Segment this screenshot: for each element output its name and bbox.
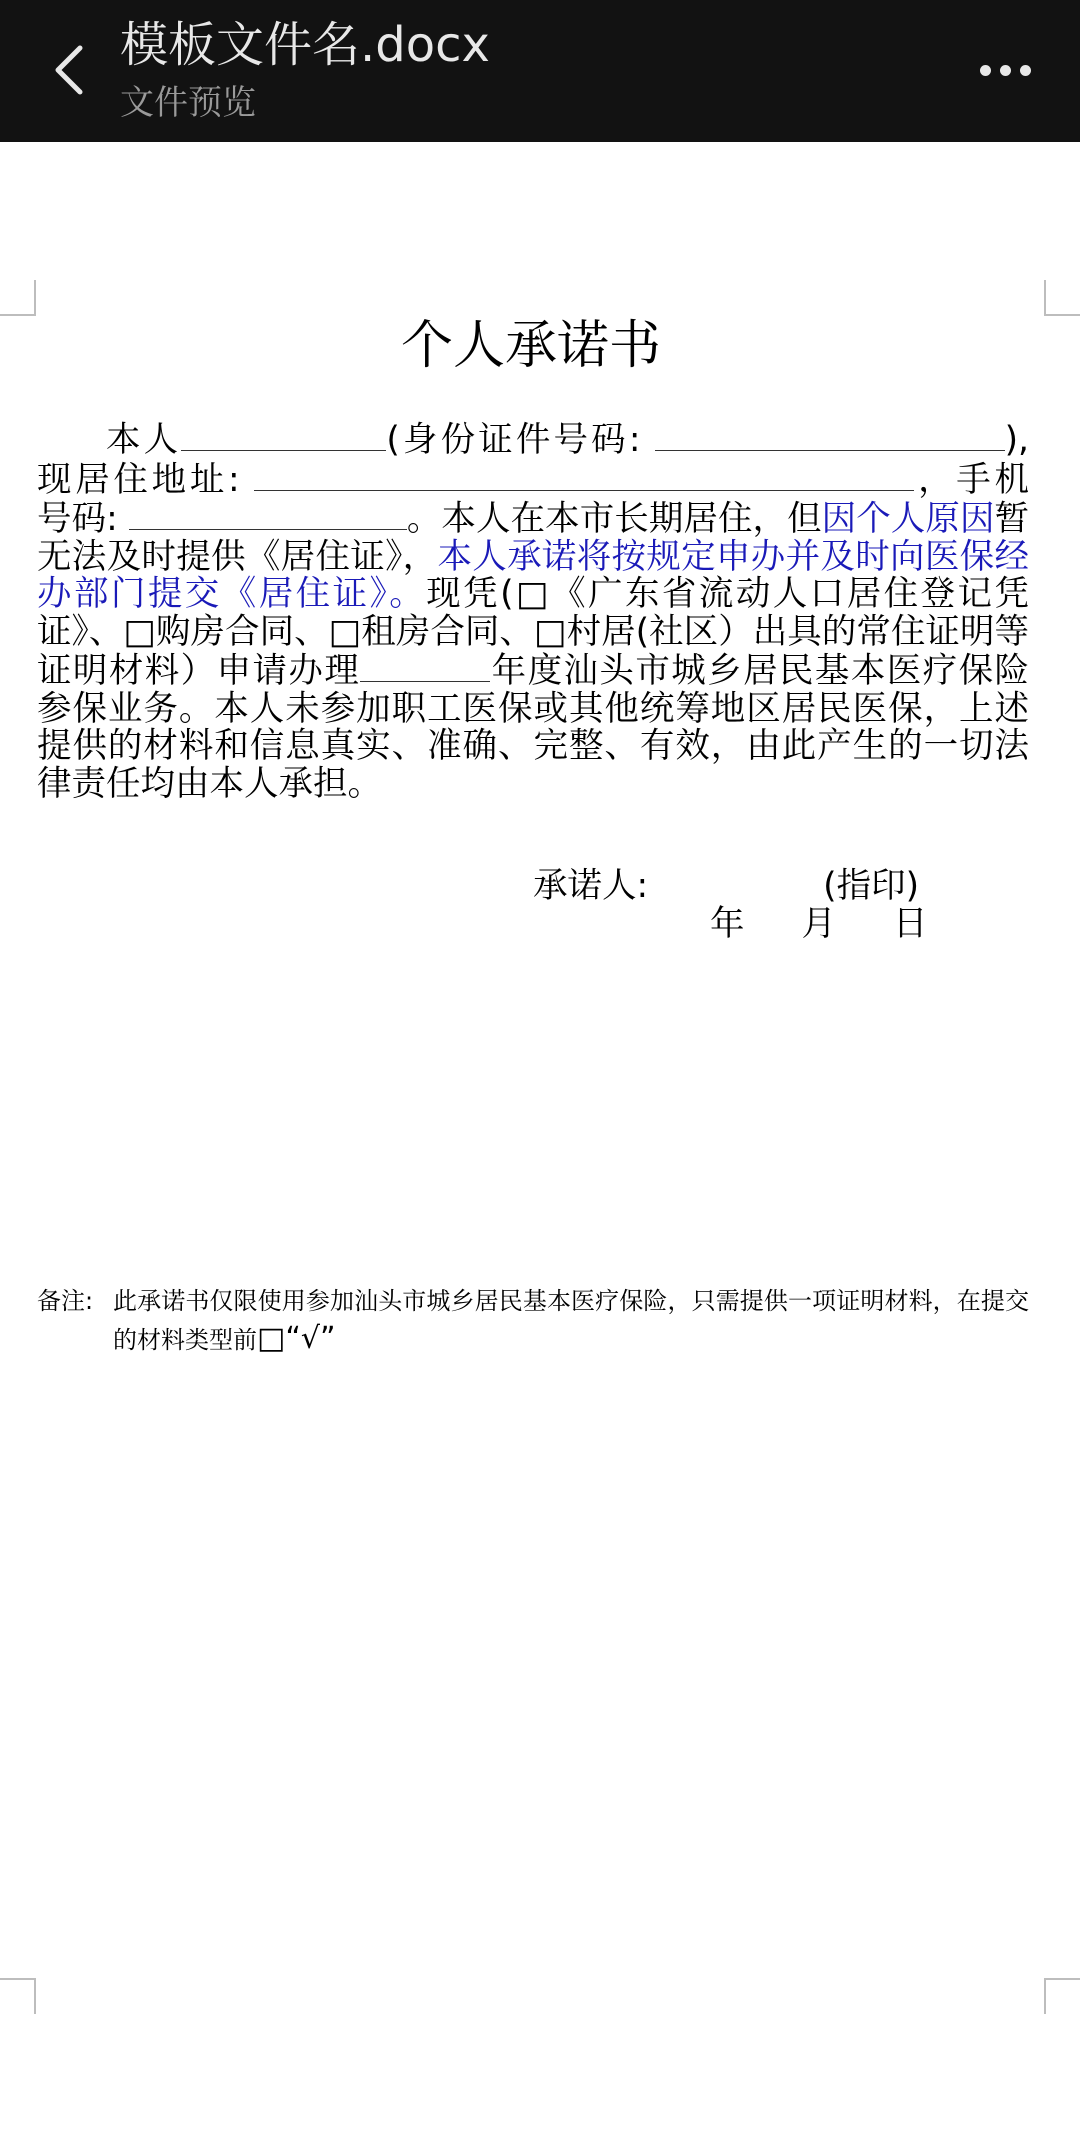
name-blank-line [181,420,386,451]
more-options-button[interactable] [970,40,1040,100]
id-number-blank-line [655,420,1005,451]
page-corner-mark [1044,280,1080,316]
more-horizontal-icon [980,65,991,76]
fingerprint-label: (指印) [823,866,920,906]
remark-note [37,1282,1029,1359]
signature-line [533,866,919,906]
checkbox-hint: □“√” [257,1321,336,1356]
year-label: 年 [710,904,745,944]
file-name-title: 模板文件名.docx [120,17,490,73]
day-label: 日 [893,904,928,944]
app-bar [0,0,1080,142]
note-label: 备注: [37,1287,94,1315]
body-text: (身份证件号码: [386,420,655,460]
highlighted-text: 本人承诺将按规定申办并及时向医保经办部门提交《居住证》。 [37,536,1029,614]
page-corner-mark [1044,1978,1080,2014]
document-body [37,420,1029,803]
document-title: 个人承诺书 [400,316,661,376]
body-text: 本人 [106,420,182,460]
address-blank-line [254,460,914,491]
body-text: 年度汕头市城乡居民基本医疗保险参保业务。本人未参加职工医保或其他统筹地区居民医保，上述提供的材料和信息真实、准确、完整、有效，由此产生的一切法律责任均由本人承担。 [37,651,1029,804]
body-text: 现凭(□《广东省流动人口居住登记凭证》、□购房合同、□租房合同、□村居(社区）出具的常住证明等证明材料）申请办理 [37,574,1029,691]
page-corner-mark [0,1978,36,2014]
file-preview-subtitle: 文件预览 [120,83,256,123]
page-corner-mark [0,280,36,316]
highlighted-text: 因个人原因 [821,499,995,539]
phone-blank-line [129,499,407,530]
body-text: 。本人在本市长期居住，但 [406,499,822,539]
body-text: ),现居住地址: [37,420,1029,500]
note-text: 此承诺书仅限使用参加汕头市城乡居民基本医疗保险，只需提供一项证明材料，在提交的材料类型前 [113,1287,1029,1354]
date-line [710,904,928,944]
signer-label: 承诺人: [533,866,649,906]
body-text: ，手机号码: [37,459,1030,539]
month-label: 月 [801,904,836,944]
chevron-left-icon [50,40,90,100]
body-text: 暂无法及时提供《居住证》， [37,499,1030,577]
back-button[interactable] [30,30,110,110]
year-blank-line [360,651,490,682]
